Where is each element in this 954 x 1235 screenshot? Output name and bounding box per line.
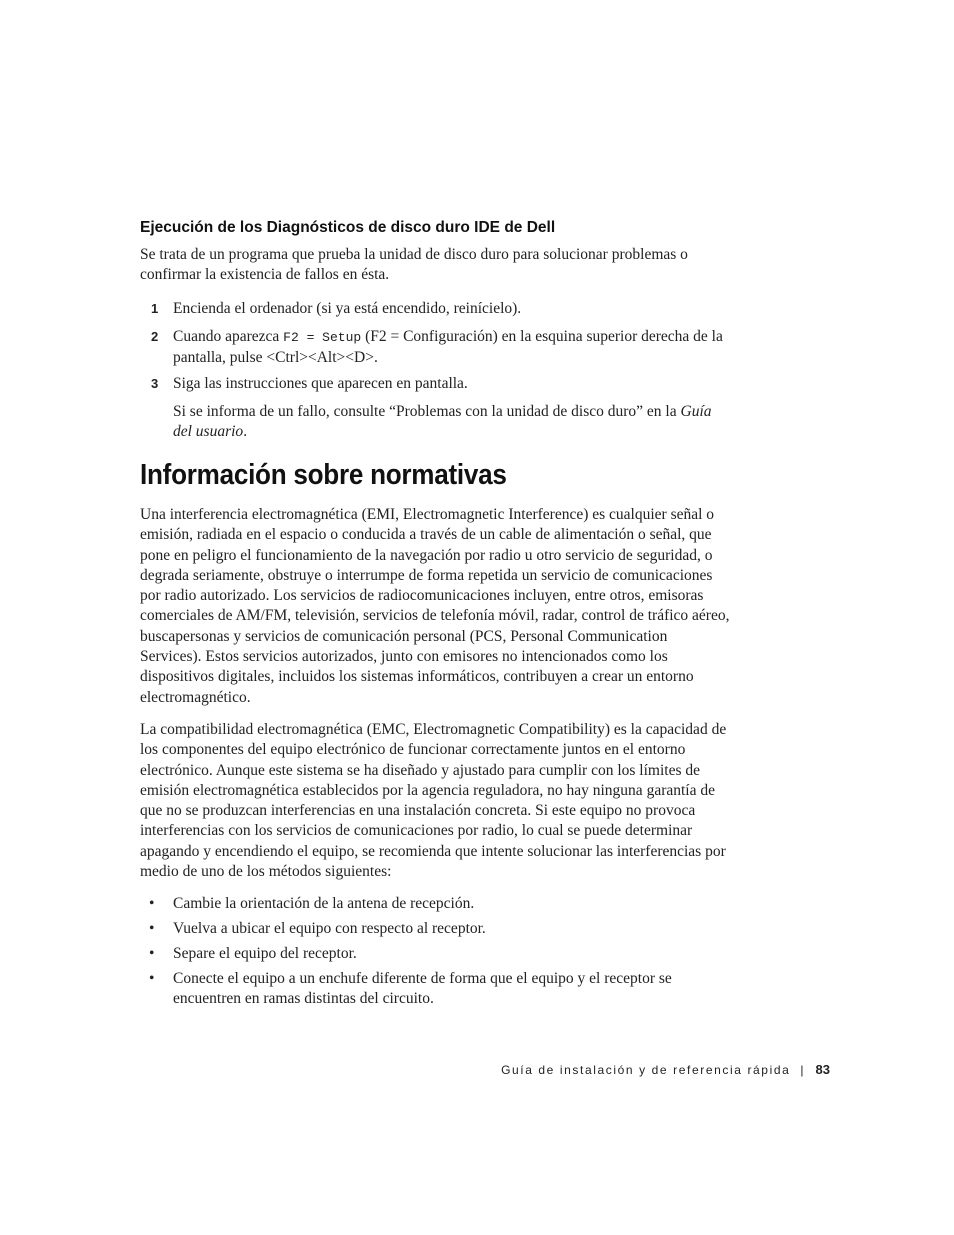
note-text-before: Si se informa de un fallo, consulte “Problemas con la unidad de disco duro” en la	[173, 403, 681, 420]
step-number: 3	[151, 376, 159, 391]
page-number: 83	[815, 1062, 830, 1077]
note-text	[173, 402, 733, 442]
bullet-text: Cambie la orientación de la antena de recepción.	[173, 895, 475, 912]
bullet-icon: •	[149, 895, 155, 912]
section-intro: Se trata de un programa que prueba la unidad de disco duro para solucionar problemas o confirmar la existencia de fallos en ésta.	[140, 246, 688, 284]
page-footer	[501, 1062, 830, 1077]
user-guide-title: Guía del usuario	[173, 403, 712, 440]
step-text: Encienda el ordenador (si ya está encendido, reinícielo).	[173, 300, 522, 317]
step-number: 1	[151, 301, 159, 316]
step-text-before: Cuando aparezca	[173, 328, 284, 345]
regulatory-title: Información sobre normativas	[140, 459, 507, 491]
step-number: 2	[151, 329, 159, 344]
emi-paragraph: Una interferencia electromagnética (EMI, Electromagnetic Interference) es cualquier señal o emisión, radiada en el espacio o conducida a través de un cable de alimentación o señal, que pone en peligro el funcionamiento de la navegación por radio u otro servicio de seguridad, o degrada seriamente, obstruye o interrumpe de forma repetida un servicio de comunicaciones por radio autorizado. Los servicios de radiocomunicaciones incluyen, entre otros, emisoras comerciales de AM/FM, televisión, servicios de telefonía móvil, radar, control de tráfico aéreo, buscapersonas y servicios de comunicación personal (PCS, Personal Communication Services). Estos servicios autorizados, junto con emisores no intencionados como los dispositivos digitales, incluidos los sistemas informáticos, contribuyen a crear un entorno electromagnético.	[140, 506, 730, 706]
bullet-icon: •	[149, 945, 155, 962]
step-text-after: (F2 = Configuración) en la esquina superior derecha de la pantalla, pulse <Ctrl><Alt><D>.	[173, 328, 723, 366]
bullet-icon: •	[149, 920, 155, 937]
bullet-icon: •	[149, 970, 155, 987]
note-text-after: .	[243, 423, 248, 440]
setup-key-code: F2 = Setup	[283, 330, 362, 345]
step-text	[173, 327, 733, 368]
footer-separator: |	[800, 1063, 804, 1077]
emc-paragraph: La compatibilidad electromagnética (EMC, Electromagnetic Compatibility) es la capacidad de los componentes del equipo electrónico de funcionar correctamente juntos en el entorno electrónico. Aunque este sistema se ha diseñado y ajustado para cumplir con los límites de emisión electromagnética establecidos por la agencia reguladora, no hay ninguna garantía de que no se produzcan interferencias en una instalación concreta. Si este equipo no provoca interferencias con los servicios de comunicaciones por radio, lo cual se puede determinar apagando y encendiendo el equipo, se recomienda que intente solucionar las interferencias por medio de uno de los métodos siguientes:	[140, 721, 727, 881]
footer-guide-title: Guía de instalación y de referencia rápida	[501, 1063, 791, 1077]
bullet-text: Conecte el equipo a un enchufe diferente de forma que el equipo y el receptor se encuentren en ramas distintas del circuito.	[173, 970, 672, 1007]
step-text: Siga las instrucciones que aparecen en pantalla.	[173, 375, 468, 392]
bullet-text: Vuelva a ubicar el equipo con respecto al receptor.	[173, 920, 486, 937]
section-heading: Ejecución de los Diagnósticos de disco duro IDE de Dell	[140, 219, 556, 236]
bullet-text: Separe el equipo del receptor.	[173, 945, 357, 962]
